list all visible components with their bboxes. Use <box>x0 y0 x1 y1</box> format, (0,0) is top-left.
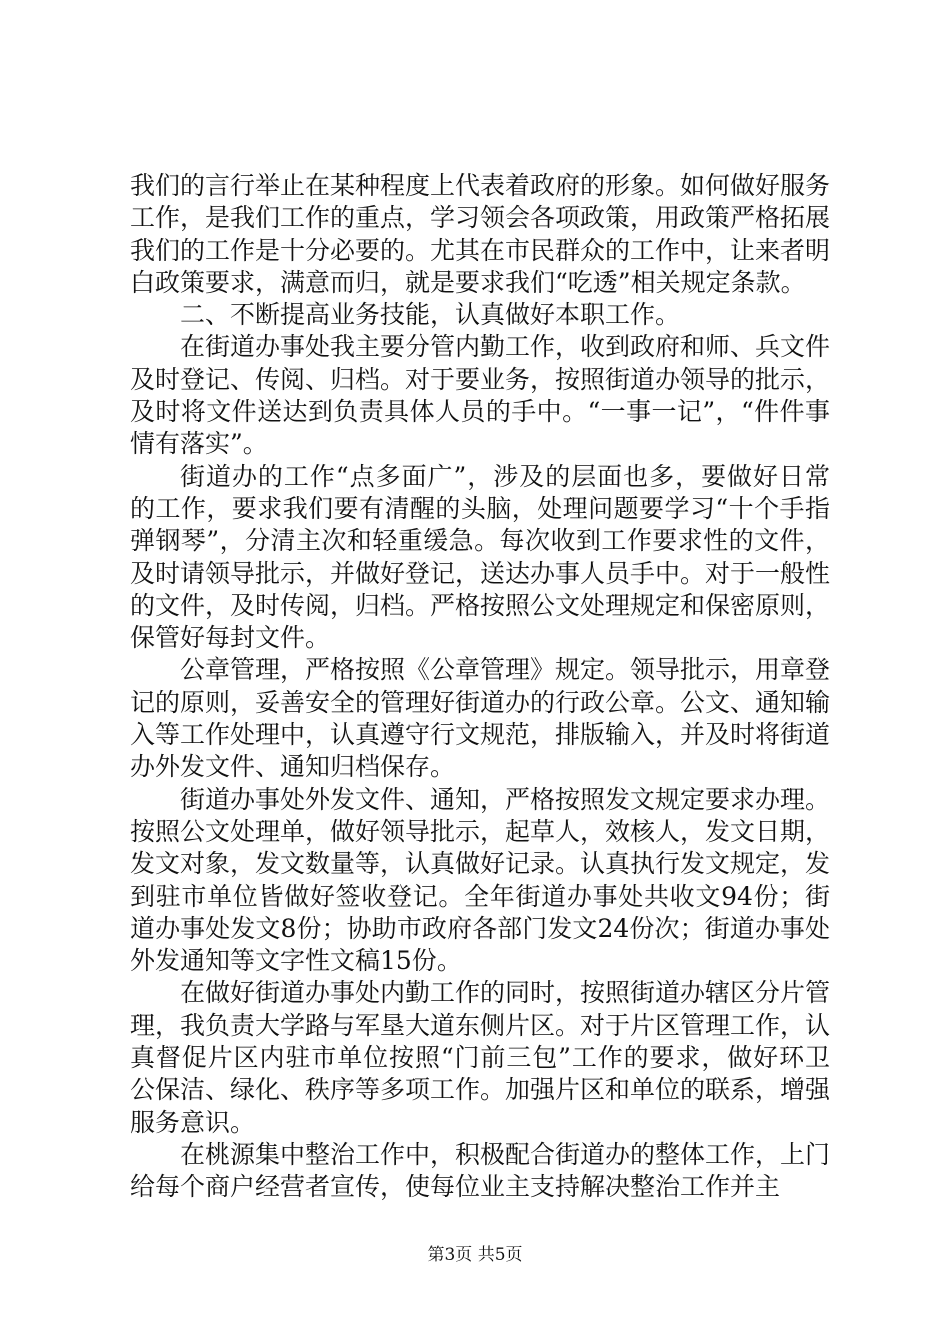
page-footer <box>0 1244 950 1266</box>
document-body <box>130 170 830 1204</box>
paragraph-3: 在街道办事处我主要分管内勤工作，收到政府和师、兵文件及时登记、传阅、归档。对于要业务，按照街道办领导的批示，及时将文件送达到负责具体人员的手中。“一事一记”，“件件事情有落实”。 <box>130 332 831 459</box>
paragraph-1: 我们的言行举止在某种程度上代表着政府的形象。如何做好服务工作，是我们工作的重点，学习领会各项政策，用政策严格拓展我们的工作是十分必要的。尤其在市民群众的工作中，让来者明白政策要求，满意而归，就是要求我们“吃透”相关规定条款。 <box>130 171 831 297</box>
paragraph-5: 公章管理，严格按照《公章管理》规定。领导批示，用章登记的原则，妥善安全的管理好街道办的行政公章。公文、通知输入等工作处理中，认真遵守行文规范，排版输入，并及时将街道办外发文件、通知归档保存。 <box>130 655 831 782</box>
paragraph-4: 街道办的工作“点多面广”，涉及的层面也多，要做好日常的工作，要求我们要有清醒的头脑，处理问题要学习“十个手指弹钢琴”，分清主次和轻重缓急。每次收到工作要求性的文件，及时请领导批示，并做好登记，送达办事人员手中。对于一般性的文件，及时传阅，归档。严格按照公文处理规定和保密原则，保管好每封文件。 <box>130 461 831 653</box>
paragraph-7: 在做好街道办事处内勤工作的同时，按照街道办辖区分片管理，我负责大学路与军垦大道东侧片区。对于片区管理工作，认真督促片区内驻市单位按照“门前三包”工作的要求，做好环卫公保洁、绿化、秩序等多项工作。加强片区和单位的联系，增强服务意识。 <box>130 978 831 1137</box>
paragraph-8: 在桃源集中整治工作中，积极配合街道办的整体工作，上门给每个商户经营者宣传，使每位业主支持解决整治工作并主 <box>130 1139 831 1202</box>
paragraph-2-heading: 二、不断提高业务技能，认真做好本职工作。 <box>180 300 681 330</box>
page-number-label: 第3页 共5页 <box>427 1245 523 1265</box>
paragraph-6: 街道办事处外发文件、通知，严格按照发文规定要求办理。按照公文处理单，做好领导批示，起草人，效核人，发文日期，发文对象，发文数量等，认真做好记录。认真执行发文规定，发到驻市单位皆做好签收登记。全年街道办事处共收文94份；街道办事处发文8份；协助市政府各部门发文24份次；街道办事处外发通知等文字性文稿15份。 <box>130 784 831 976</box>
